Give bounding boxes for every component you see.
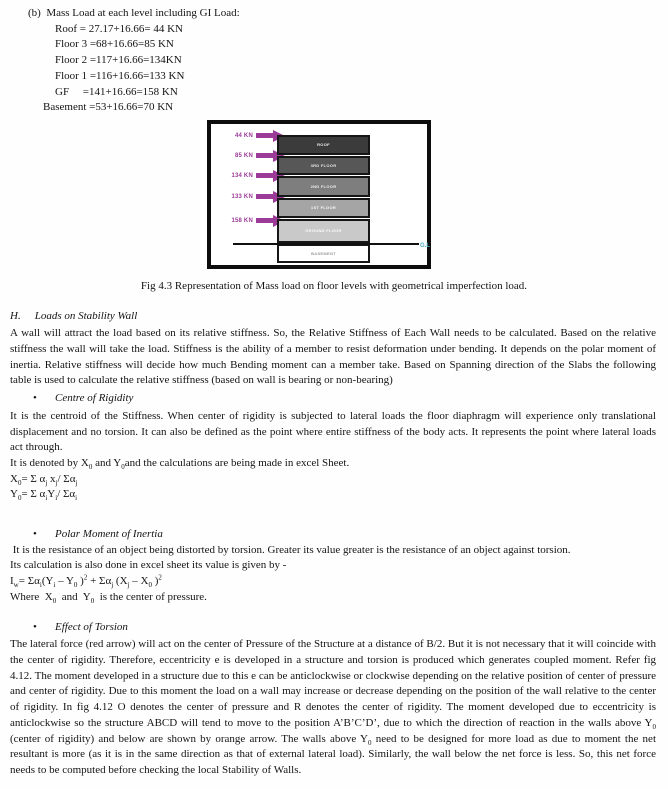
floor-block-roof (277, 135, 370, 155)
arrow-label: 134 KN (231, 172, 253, 179)
mass-load-section (28, 6, 668, 116)
paragraph-centre-of-rigidity: It is the centroid of the Stiffness. When center of rigidity is subjected to lateral loads the floor diaphragm will experience only translational displacement and no torsion. It can also be defined as the point where entire stiffness of the body acts. It represents the point where lateral loads act through. (10, 409, 656, 454)
arrow-body (256, 218, 273, 223)
formula-x0: $X_0= \Sigma$ $\alpha_j$ $x_j/$ $\Sigma\alpha_j$ (10, 472, 78, 487)
paragraph-stability-wall: A wall will attract the load based on its relative stiffness. So, the Relative Stiffness of Each Wall needs to be calculated. Based on the relative stiffness the wall will take the load. Stiffness is the ability of a member to resist deformation under bending. It depends on the polar moment of inertia. Relative stiffness will decide how much Bending moment can a member take. Based on Spanning direction of the Slabs the following table is used to calculate the relative stiffness (based on wall is bearing or non-bearing) (10, 327, 656, 387)
bullet-effect-of-torsion (10, 620, 656, 636)
floor-block-1st (277, 198, 370, 218)
bullet-icon: • (33, 392, 37, 405)
figure-4-3-frame (207, 120, 431, 269)
figure-4-3-canvas (211, 124, 430, 265)
bullet-title-effect-of-torsion: Effect of Torsion (55, 620, 128, 633)
section-heading-loads (10, 309, 656, 325)
arrow-label: 44 KN (234, 132, 253, 139)
mass-load-line-roof: Roof = 27.17+16.66= 44 KN (55, 22, 183, 35)
floor-label: BASEMENT (311, 250, 336, 256)
arrow-label: 158 KN (231, 217, 253, 224)
line-polar-1: It is the resistance of an object being distorted by torsion. Greater its value greater is the resistance of an object against torsion. (10, 543, 571, 556)
floor-label: 3RD FLOOR (310, 162, 337, 168)
ground-line-label: G.L (420, 242, 430, 249)
paragraph-effect-of-torsion: The lateral force (red arrow) will act on the center of Pressure of the Structure at a distance of B/2. But it is not necessary that it will coincide with the center of rigidity. Therefore, eccentricity e is developed in a structure and torsion is produced which generates coupled moment. Refer fig 4.12. The moment developed in a structure due to this e can be anticlockwise or clockwise depending on the relative position of center of pressure and center of rigidity. Due to this moment the load on a wall may increase or decrease depending on the position of the wall relative to the center of rigidity. In fig 4.12 O denotes the center of pressure and R denotes the center of rigidity. The moment developed due to eccentricity is anticlockwise so the structure ABCD will tend to move to the position A’B’C’D’, due to which the direction of reaction in the walls above $Y_0$ (center of rigidity) and below are shown by orange arrow. The walls above $Y_0$ need to be designed for more load as due to moment the net resultant is more (as it is in the same direction as that of external lateral load). Similarly, the wall below the net force is less. So, this net force needs to be computed before checking the local Stability of Walls. (10, 638, 656, 776)
arrow-body (256, 194, 273, 199)
bullet-title-centre-of-rigidity: Centre of Rigidity (55, 392, 134, 405)
arrow-label: 133 KN (231, 193, 253, 200)
load-arrow-gf (219, 215, 285, 227)
ground-line (233, 243, 419, 245)
floor-label: 2ND FLOOR (310, 183, 337, 189)
floor-block-basement (277, 244, 370, 263)
bullet-title-polar-moment: Polar Moment of Inertia (55, 528, 163, 541)
floor-block-3rd (277, 156, 370, 175)
formula-iw: $I_w= \Sigma\alpha_i(Y_i - Y_0$ )$^2 + \Sigma\alpha_j$ ($X_j - X_0$ )$^2$ (10, 573, 162, 590)
line-denoted-by: It is denoted by $X_0$ and $Y_0and$ the calculations are being made in excel Sheet. (10, 456, 350, 472)
formula-y0: $Y_0= \Sigma$ $\alpha_iY_i/$ $\Sigma\alpha_i$ (10, 488, 78, 503)
load-arrow-floor3 (219, 150, 285, 162)
floor-label: GROUND FLOOR (305, 228, 342, 234)
arrow-label: 85 KN (234, 152, 253, 159)
mass-load-line-floor2: Floor 2 =117+16.66=134KN (55, 54, 182, 67)
bullet-icon: • (33, 528, 37, 541)
floor-label: ROOF (317, 142, 330, 148)
floor-block-2nd (277, 176, 370, 197)
load-arrow-floor1 (219, 191, 285, 203)
bullet-polar-moment (10, 527, 656, 543)
mass-load-line-gf: GF =141+16.66=158 KN (55, 85, 178, 98)
line-polar-2: Its calculation is also done in excel sheet its value is given by - (10, 559, 287, 572)
arrow-body (256, 153, 273, 158)
mass-load-line-basement: Basement =53+16.66=70 KN (43, 101, 174, 114)
arrow-body (256, 173, 273, 178)
document-page (0, 6, 668, 789)
mass-load-line-floor3: Floor 3 =68+16.66=85 KN (55, 38, 174, 51)
load-arrow-floor2 (219, 170, 285, 182)
mass-load-line-floor1: Floor 1 =116+16.66=133 KN (55, 69, 185, 82)
load-arrow-roof (219, 130, 285, 142)
bullet-icon: • (33, 620, 37, 633)
floor-block-ground (277, 219, 370, 243)
mass-load-header: (b) Mass Load at each level including GI Load: (28, 7, 240, 19)
arrow-body (256, 133, 273, 138)
floor-label: 1ST FLOOR (310, 205, 337, 211)
figure-caption: Fig 4.3 Representation of Mass load on floor levels with geometrical imperfection load. (140, 279, 528, 292)
section-title: Loads on Stability Wall (34, 309, 138, 322)
line-where-center-of-pressure: Where $X_0$ and $Y_0$ is the center of pressure. (10, 590, 207, 606)
bullet-centre-of-rigidity (10, 391, 656, 407)
section-letter: H. (10, 309, 21, 322)
